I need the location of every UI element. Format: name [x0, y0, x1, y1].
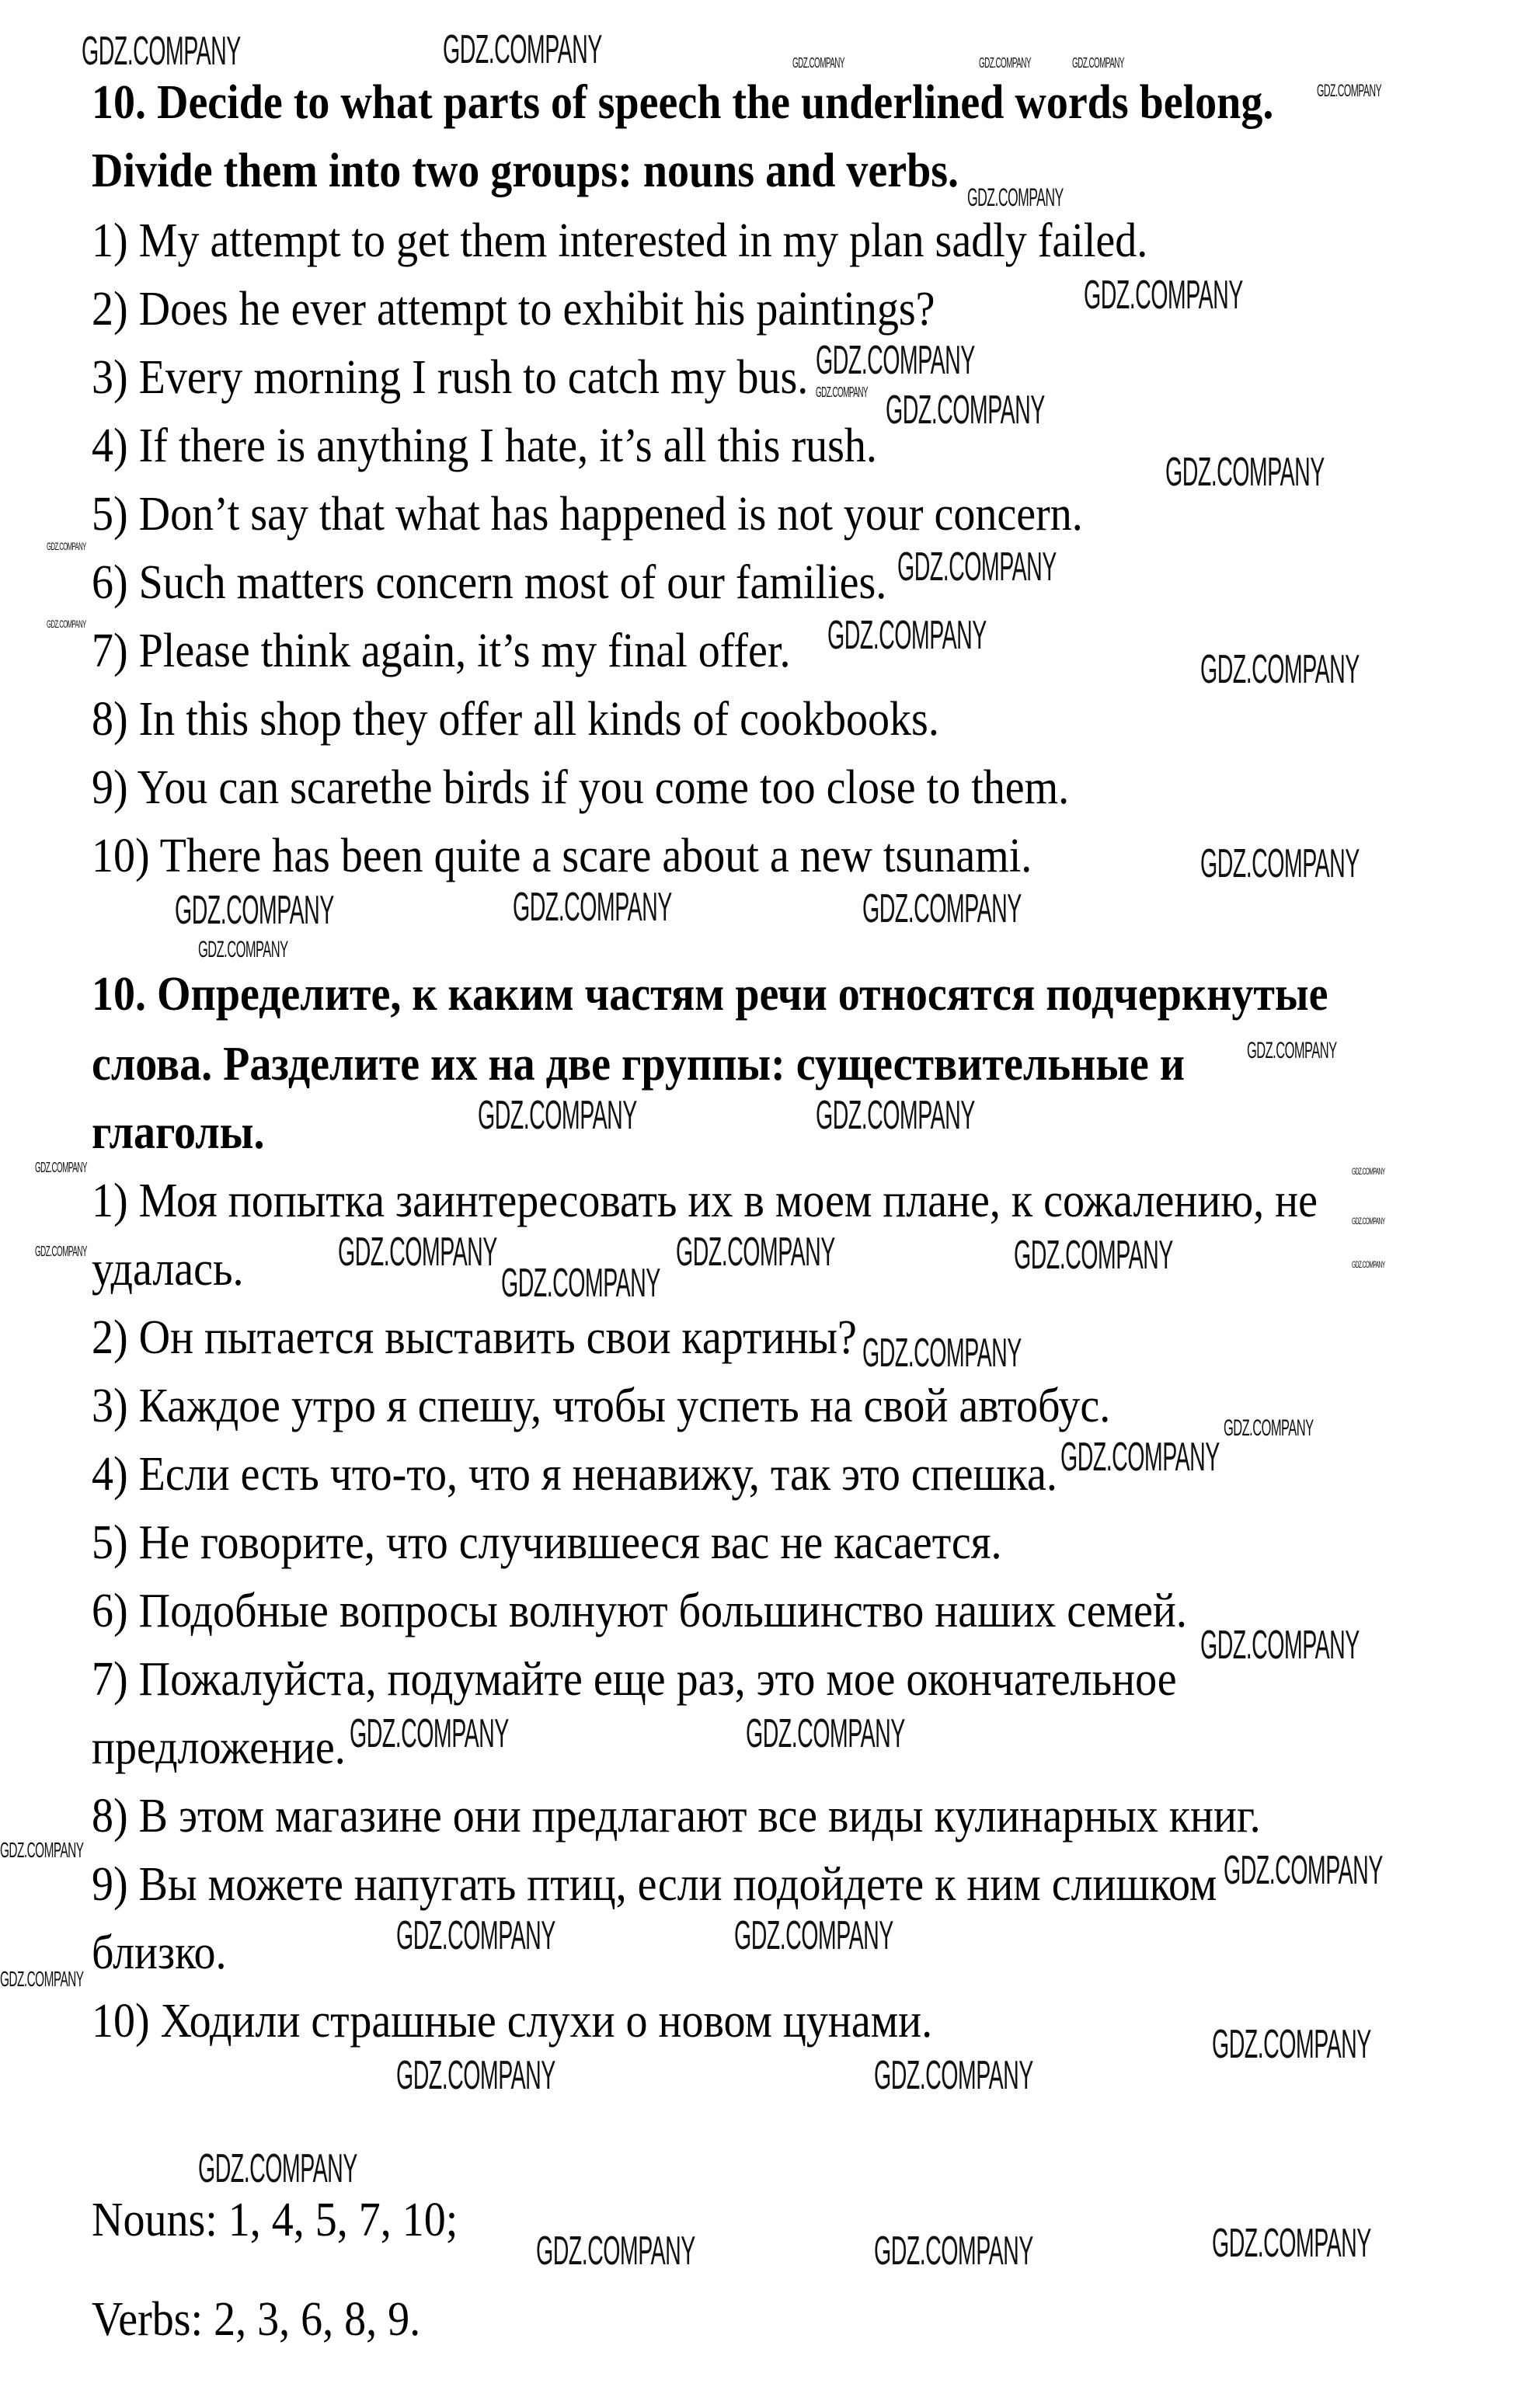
russian-sentence: 8) В этом магазине они предлагают все виды кулинарных книг.: [92, 1789, 1261, 1843]
gdz-watermark: GDZ.COMPANY: [1014, 1233, 1173, 1278]
english-sentence: 4) If there is anything I hate, it’s all this rush.: [92, 419, 877, 473]
english-sentence: 7) Please think again, it’s my final offer.: [92, 624, 791, 678]
gdz-watermark: GDZ.COMPANY: [0, 1838, 84, 1862]
gdz-watermark: GDZ.COMPANY: [0, 1967, 84, 1991]
russian-sentence: предложение.: [92, 1721, 346, 1775]
gdz-watermark: GDZ.COMPANY: [1352, 1166, 1385, 1177]
gdz-watermark: GDZ.COMPANY: [1060, 1435, 1220, 1480]
gdz-watermark: GDZ.COMPANY: [47, 618, 86, 630]
gdz-watermark: GDZ.COMPANY: [827, 613, 987, 658]
russian-sentence: 9) Вы можете напугать птиц, если подойдете к ним слишком: [92, 1857, 1217, 1912]
english-sentence: 2) Does he ever attempt to exhibit his paintings?: [92, 282, 935, 336]
english-heading: 10. Decide to what parts of speech the underlined words belong.: [92, 75, 1274, 130]
gdz-watermark: GDZ.COMPANY: [1212, 2022, 1371, 2067]
gdz-watermark: GDZ.COMPANY: [478, 1093, 637, 1138]
gdz-watermark: GDZ.COMPANY: [350, 1711, 509, 1756]
gdz-watermark: GDZ.COMPANY: [1212, 2221, 1371, 2266]
russian-heading: 10. Определите, к каким частям речи относятся подчеркнутые: [92, 967, 1328, 1021]
gdz-watermark: GDZ.COMPANY: [886, 388, 1045, 433]
gdz-watermark: GDZ.COMPANY: [1247, 1038, 1337, 1063]
gdz-watermark: GDZ.COMPANY: [874, 2053, 1033, 2098]
gdz-watermark: GDZ.COMPANY: [338, 1230, 497, 1275]
gdz-watermark: GDZ.COMPANY: [513, 885, 672, 930]
english-sentence: 9) You can scarethe birds if you come too close to them.: [92, 760, 1070, 815]
gdz-watermark: GDZ.COMPANY: [1072, 55, 1124, 71]
russian-sentence: 3) Каждое утро я спешу, чтобы успеть на свой автобус.: [92, 1379, 1111, 1433]
gdz-watermark: GDZ.COMPANY: [82, 29, 241, 74]
answer-nouns: Nouns: 1, 4, 5, 7, 10;: [92, 2193, 458, 2247]
gdz-watermark: GDZ.COMPANY: [734, 1913, 893, 1958]
english-sentence: 8) In this shop they offer all kinds of cookbooks.: [92, 692, 939, 746]
gdz-watermark: GDZ.COMPANY: [396, 2053, 555, 2098]
russian-sentence: 1) Моя попытка заинтересовать их в моем плане, к сожалению, не: [92, 1174, 1318, 1228]
gdz-watermark: GDZ.COMPANY: [792, 55, 844, 71]
gdz-watermark: GDZ.COMPANY: [1200, 1623, 1360, 1668]
english-sentence: 10) There has been quite a scare about a new tsunami.: [92, 829, 1032, 883]
gdz-watermark: GDZ.COMPANY: [1084, 273, 1243, 318]
gdz-watermark: GDZ.COMPANY: [1224, 1848, 1383, 1893]
english-sentence: 6) Such matters concern most of our families.: [92, 555, 887, 610]
english-sentence: 3) Every morning I rush to catch my bus.: [92, 350, 809, 405]
gdz-watermark: GDZ.COMPANY: [536, 2229, 695, 2274]
gdz-watermark: GDZ.COMPANY: [1200, 841, 1360, 886]
gdz-watermark: GDZ.COMPANY: [862, 886, 1022, 931]
answer-verbs: Verbs: 2, 3, 6, 8, 9.: [92, 2292, 421, 2347]
gdz-watermark: GDZ.COMPANY: [746, 1711, 905, 1756]
russian-sentence: 6) Подобные вопросы волнуют большинство наших семей.: [92, 1584, 1187, 1638]
english-heading: Divide them into two groups: nouns and verbs.: [92, 144, 959, 198]
gdz-watermark: GDZ.COMPANY: [676, 1230, 835, 1275]
gdz-watermark: GDZ.COMPANY: [816, 385, 868, 400]
gdz-watermark: GDZ.COMPANY: [1317, 81, 1382, 100]
gdz-watermark: GDZ.COMPANY: [979, 55, 1031, 71]
russian-sentence: удалась.: [92, 1242, 244, 1296]
gdz-watermark: GDZ.COMPANY: [35, 1244, 87, 1259]
gdz-watermark: GDZ.COMPANY: [396, 1913, 555, 1958]
russian-heading: глаголы.: [92, 1105, 265, 1160]
gdz-watermark: GDZ.COMPANY: [1352, 1259, 1385, 1270]
gdz-watermark: GDZ.COMPANY: [443, 27, 602, 72]
russian-sentence: близко.: [92, 1926, 227, 1980]
russian-sentence: 4) Если есть что-то, что я ненавижу, так это спешка.: [92, 1447, 1057, 1502]
gdz-watermark: GDZ.COMPANY: [1352, 1216, 1385, 1227]
russian-sentence: 5) Не говорите, что случившееся вас не касается.: [92, 1515, 1002, 1570]
gdz-watermark: GDZ.COMPANY: [816, 1093, 975, 1138]
gdz-watermark: GDZ.COMPANY: [1200, 647, 1360, 692]
gdz-watermark: GDZ.COMPANY: [1224, 1415, 1314, 1441]
gdz-watermark: GDZ.COMPANY: [967, 183, 1064, 211]
gdz-watermark: GDZ.COMPANY: [1165, 450, 1325, 495]
gdz-watermark: GDZ.COMPANY: [862, 1331, 1022, 1376]
gdz-watermark: GDZ.COMPANY: [175, 888, 334, 933]
gdz-watermark: GDZ.COMPANY: [198, 2146, 357, 2191]
gdz-watermark: GDZ.COMPANY: [501, 1261, 660, 1306]
gdz-watermark: GDZ.COMPANY: [874, 2229, 1033, 2274]
gdz-watermark: GDZ.COMPANY: [35, 1160, 87, 1175]
russian-sentence: 10) Ходили страшные слухи о новом цунами.: [92, 1994, 933, 2048]
gdz-watermark: GDZ.COMPANY: [816, 338, 975, 383]
gdz-watermark: GDZ.COMPANY: [47, 540, 86, 552]
russian-sentence: 2) Он пытается выставить свои картины?: [92, 1310, 857, 1365]
english-sentence: 5) Don’t say that what has happened is not your concern.: [92, 487, 1083, 541]
russian-heading: слова. Разделите их на две группы: существительные и: [92, 1037, 1186, 1091]
gdz-watermark: GDZ.COMPANY: [897, 545, 1057, 590]
gdz-watermark: GDZ.COMPANY: [198, 937, 288, 962]
english-sentence: 1) My attempt to get them interested in my plan sadly failed.: [92, 214, 1148, 268]
russian-sentence: 7) Пожалуйста, подумайте еще раз, это мое окончательное: [92, 1652, 1177, 1707]
